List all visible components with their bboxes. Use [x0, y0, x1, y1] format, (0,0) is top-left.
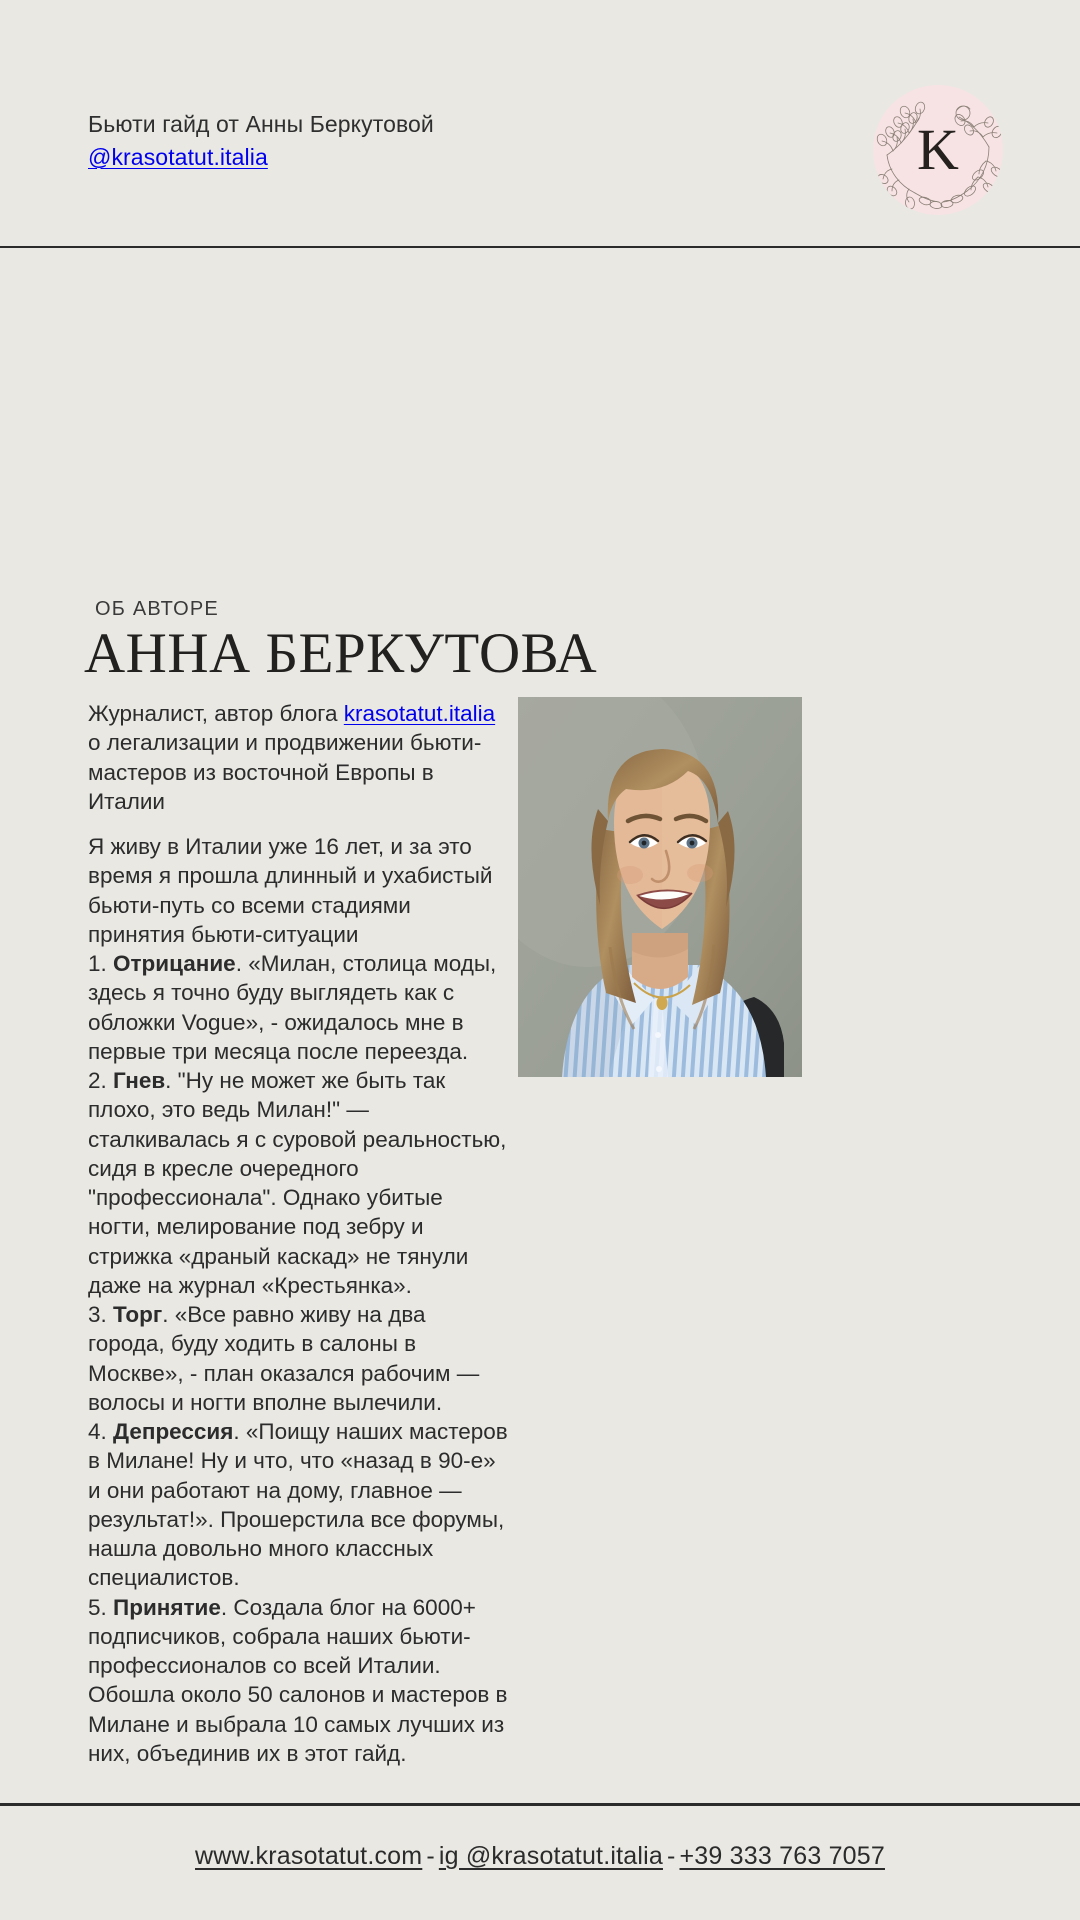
intro-paragraph — [88, 699, 508, 816]
stage-term-5: Принятие — [113, 1594, 221, 1620]
logo-letter: K — [917, 117, 959, 182]
page-header — [0, 0, 1080, 247]
stage-term-3: Торг — [113, 1302, 163, 1327]
portrait-photo — [518, 697, 802, 1077]
footer-separator-1: - — [426, 1842, 435, 1870]
stage-text-3: . «Все равно живу на два города, буду ходить в салоны в Москве», - план оказался рабочим — волосы и ногти вполне вылечили. — [88, 1302, 480, 1415]
footer-contact-row — [0, 1842, 1080, 1871]
stage-item-5 — [88, 1593, 508, 1769]
main-content — [0, 247, 1080, 1803]
footer-instagram-link[interactable]: ig @krasotatut.italia — [438, 1842, 663, 1870]
stage-text-2: . "Ну не может же быть так плохо, это ведь Милан!" — сталкивалась я с суровой реальностью, сидя в кресле очередного "профессионала". Однако убитые ногти, мелирование под зебру и стрижка «драный каскад» не тянули даже на журнал «Крестьянка». — [88, 1068, 507, 1298]
stage-term-1: Отрицание — [113, 951, 236, 976]
brand-logo — [873, 85, 1003, 215]
page-footer — [0, 1803, 1080, 1920]
stage-term-4: Депрессия — [113, 1419, 234, 1444]
lead-paragraph: Я живу в Италии уже 16 лет, и за это время я прошла длинный и ухабистый бьюти-путь со всеми стадиями принятия бьюти-ситуации — [88, 834, 493, 947]
header-text-block — [88, 108, 434, 173]
footer-divider — [0, 1803, 1080, 1806]
about-body-copy — [88, 699, 508, 1768]
stage-text-4: . «Поищу наших мастеров в Милане! Ну и что, что «назад в 90-е» и они работают на дому, главное — результат!». Прошерстила все форумы, нашла довольно много классных специалистов. — [88, 1419, 508, 1591]
stage-text-5: . Создала блог на 6000+ подписчиков, собрала наших бьюти-профессионалов со всей Италии. Обошла около 50 салонов и мастеров в Милане и выбрала 10 самых лучших из них, объединив их в этот гайд. — [88, 1594, 508, 1766]
footer-phone-link[interactable]: +39 333 763 7057 — [679, 1842, 885, 1870]
stage-text-1: . «Милан, столица моды, здесь я точно буду выглядеть как с обложки Vogue», - ожидалось мне в первые три месяца после переезда. — [88, 951, 497, 1064]
section-eyebrow: ОБ АВТОРЕ — [95, 598, 219, 620]
blog-link[interactable]: krasotatut.italia — [343, 701, 496, 726]
stage-item-4 — [88, 1417, 508, 1593]
stage-item-3 — [88, 1300, 508, 1417]
page-title: АННА БЕРКУТОВА — [84, 622, 598, 685]
header-instagram-handle-link[interactable]: @krasotatut.italia — [88, 143, 268, 170]
header-title: Бьюти гайд от Анны Беркутовой — [88, 111, 434, 137]
stage-number-5: 5. — [88, 1594, 107, 1620]
intro-after-link: о легализации и продвижении бьюти-мастеров из восточной Европы в Италии — [88, 730, 482, 814]
intro-before-link: Журналист, автор блога — [88, 701, 344, 726]
portrait-image — [518, 697, 802, 1077]
footer-separator-2: - — [666, 1842, 676, 1870]
stage-item-1 — [88, 949, 508, 1066]
stage-term-2: Гнев — [113, 1068, 166, 1093]
footer-website-link[interactable]: www.krasotatut.com — [195, 1842, 423, 1870]
stage-item-2 — [88, 1066, 508, 1300]
stage-number-3: 3. — [88, 1302, 107, 1327]
stage-number-1: 1. — [88, 951, 107, 976]
stage-number-4: 4. — [88, 1419, 107, 1444]
stage-number-2: 2. — [88, 1068, 107, 1093]
